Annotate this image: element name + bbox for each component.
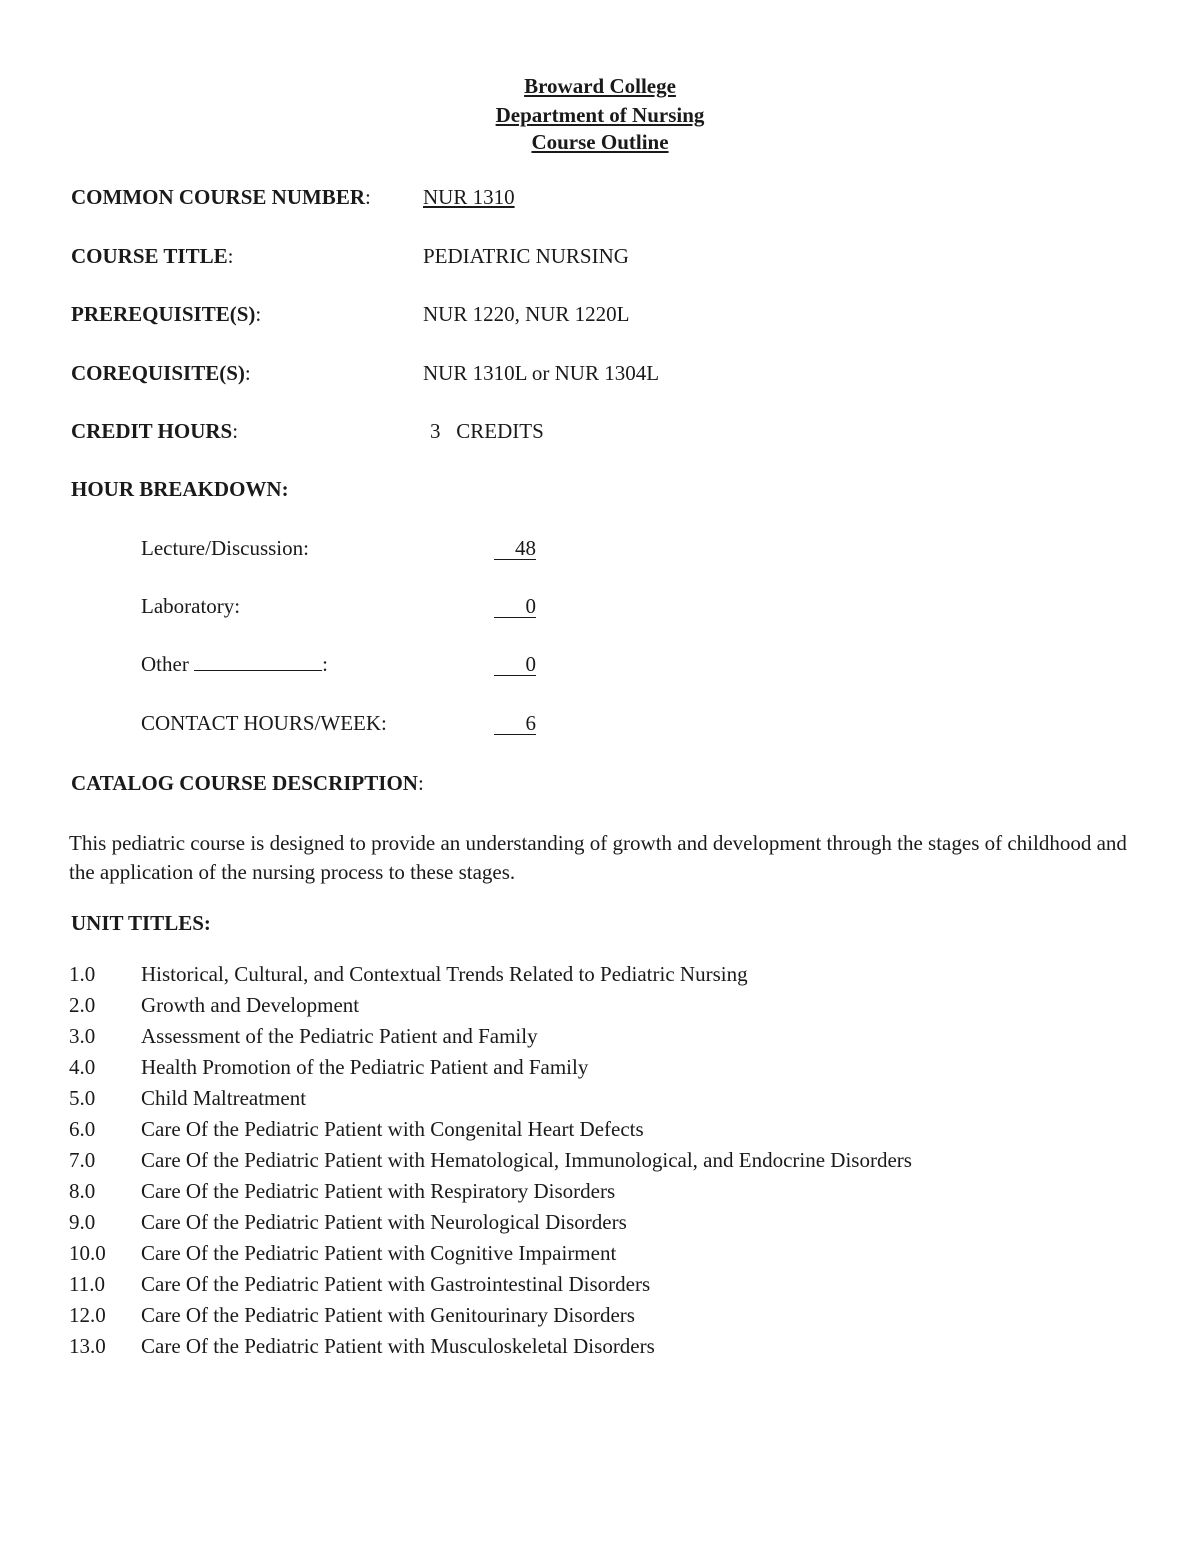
unit-title: Assessment of the Pediatric Patient and Family bbox=[141, 1024, 538, 1048]
corequisites-label: COREQUISITE(S): bbox=[71, 361, 251, 385]
unit-number: 9.0 bbox=[69, 1210, 96, 1234]
unit-item bbox=[69, 1053, 1149, 1084]
lecture-label: Lecture/Discussion: bbox=[141, 536, 309, 560]
unit-title: Care Of the Pediatric Patient with Neurological Disorders bbox=[141, 1210, 627, 1234]
college-name: Broward College bbox=[524, 74, 676, 98]
unit-number: 1.0 bbox=[69, 962, 96, 986]
unit-number: 5.0 bbox=[69, 1086, 96, 1110]
course-number-label: COMMON COURSE NUMBER: bbox=[71, 185, 371, 209]
unit-number: 12.0 bbox=[69, 1303, 106, 1327]
unit-item bbox=[69, 1301, 1149, 1332]
other-label: Other : bbox=[141, 652, 328, 676]
unit-item bbox=[69, 1270, 1149, 1301]
lecture-value: 48 bbox=[494, 537, 536, 560]
unit-item bbox=[69, 960, 1149, 991]
laboratory-value: 0 bbox=[494, 595, 536, 618]
course-number-value: NUR 1310 bbox=[423, 185, 515, 209]
unit-title: Care Of the Pediatric Patient with Hematological, Immunological, and Endocrine Disorders bbox=[141, 1148, 912, 1172]
unit-title: Child Maltreatment bbox=[141, 1086, 307, 1110]
unit-number: 3.0 bbox=[69, 1024, 96, 1048]
unit-item bbox=[69, 1208, 1149, 1239]
unit-number: 11.0 bbox=[69, 1272, 105, 1296]
unit-title: Historical, Cultural, and Contextual Trends Related to Pediatric Nursing bbox=[141, 962, 748, 986]
unit-title: Care Of the Pediatric Patient with Musculoskeletal Disorders bbox=[141, 1334, 655, 1358]
unit-title: Care Of the Pediatric Patient with Congenital Heart Defects bbox=[141, 1117, 644, 1141]
unit-number: 7.0 bbox=[69, 1148, 96, 1172]
unit-number: 2.0 bbox=[69, 993, 96, 1017]
unit-number: 4.0 bbox=[69, 1055, 96, 1079]
other-value: 0 bbox=[494, 653, 536, 676]
catalog-description-text: This pediatric course is designed to provide an understanding of growth and development through the stages of childhood and the application of the nursing process to these stages. bbox=[69, 831, 1127, 884]
prerequisites-value: NUR 1220, NUR 1220L bbox=[423, 302, 630, 326]
laboratory-label: Laboratory: bbox=[141, 594, 241, 618]
unit-title: Care Of the Pediatric Patient with Genitourinary Disorders bbox=[141, 1303, 635, 1327]
unit-item bbox=[69, 1115, 1149, 1146]
unit-title: Care Of the Pediatric Patient with Gastrointestinal Disorders bbox=[141, 1272, 651, 1296]
catalog-description-label: CATALOG COURSE DESCRIPTION: bbox=[71, 771, 424, 795]
unit-item bbox=[69, 1146, 1149, 1177]
unit-item bbox=[69, 991, 1149, 1022]
unit-number: 8.0 bbox=[69, 1179, 96, 1203]
hour-breakdown-label: HOUR BREAKDOWN: bbox=[71, 477, 289, 501]
unit-item bbox=[69, 1022, 1149, 1053]
unit-titles-list bbox=[69, 960, 1149, 1363]
unit-number: 10.0 bbox=[69, 1241, 106, 1265]
other-blank-line bbox=[194, 652, 322, 671]
unit-number: 6.0 bbox=[69, 1117, 96, 1141]
unit-titles-label: UNIT TITLES: bbox=[71, 911, 211, 935]
course-title-label: COURSE TITLE: bbox=[71, 244, 234, 268]
document-title: Course Outline bbox=[531, 130, 669, 154]
unit-item bbox=[69, 1084, 1149, 1115]
unit-item bbox=[69, 1239, 1149, 1270]
corequisites-value: NUR 1310L or NUR 1304L bbox=[423, 361, 660, 385]
unit-item bbox=[69, 1332, 1149, 1363]
contact-hours-value: 6 bbox=[494, 712, 536, 735]
unit-title: Care Of the Pediatric Patient with Cognitive Impairment bbox=[141, 1241, 617, 1265]
department-name: Department of Nursing bbox=[495, 103, 705, 127]
course-title-value: PEDIATRIC NURSING bbox=[423, 244, 629, 268]
contact-hours-label: CONTACT HOURS/WEEK: bbox=[141, 711, 387, 735]
prerequisites-label: PREREQUISITE(S): bbox=[71, 302, 262, 326]
unit-title: Care Of the Pediatric Patient with Respiratory Disorders bbox=[141, 1179, 616, 1203]
credit-hours-value: 3 CREDITS bbox=[430, 419, 544, 443]
unit-title: Growth and Development bbox=[141, 993, 360, 1017]
credit-hours-label: CREDIT HOURS: bbox=[71, 419, 239, 443]
unit-number: 13.0 bbox=[69, 1334, 106, 1358]
unit-title: Health Promotion of the Pediatric Patient and Family bbox=[141, 1055, 589, 1079]
unit-item bbox=[69, 1177, 1149, 1208]
